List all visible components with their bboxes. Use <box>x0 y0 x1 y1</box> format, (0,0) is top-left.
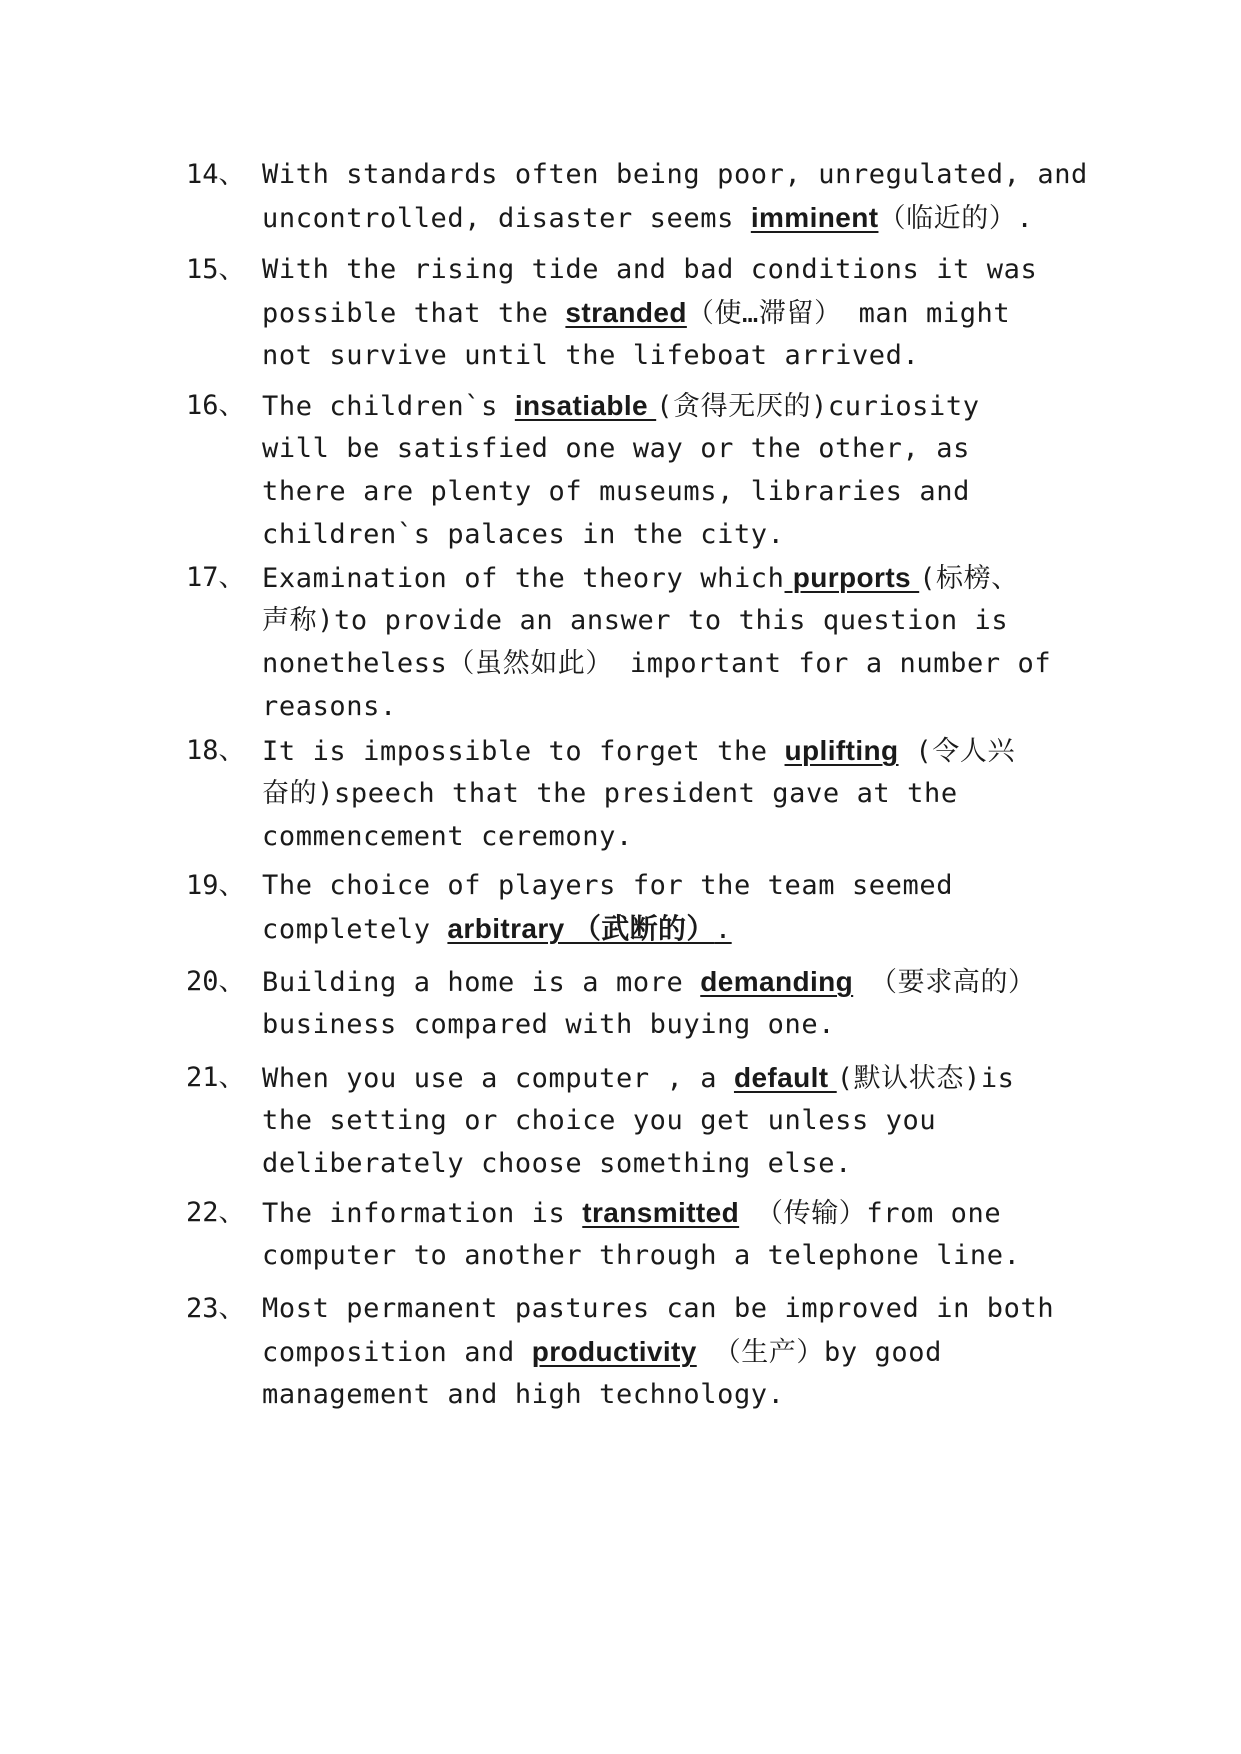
keyword-demanding: demanding <box>700 966 854 997</box>
text-line: possible that the stranded（使…滞留） man might <box>262 297 1011 329</box>
text-line: commencement ceremony. <box>262 821 633 852</box>
sentence-text <box>262 153 1162 239</box>
keyword-default: default <box>733 1062 837 1093</box>
keyword-stranded: stranded <box>565 297 687 328</box>
keyword-purports: purports <box>784 562 920 593</box>
item-number: 14、 <box>186 159 246 190</box>
text-line: 声称)to provide an answer to this question is <box>262 605 1009 636</box>
item-number: 15、 <box>186 254 246 285</box>
text-line: children`s palaces in the city. <box>262 519 785 550</box>
text-line: nonetheless（虽然如此） important for a number of <box>262 648 1052 679</box>
text-line: reasons. <box>262 691 397 722</box>
text-line: It is impossible to forget the uplifting (令人兴 <box>262 735 1016 767</box>
sentence-text <box>262 1287 1162 1416</box>
text-line: With standards often being poor, unregulated, and <box>262 159 1088 190</box>
text-line: uncontrolled, disaster seems imminent（临近的）. <box>262 202 1034 234</box>
text-line: computer to another through a telephone line. <box>262 1240 1021 1271</box>
sentence-text <box>262 556 1162 728</box>
keyword-imminent: imminent <box>750 202 879 233</box>
keyword-productivity: productivity <box>531 1336 697 1367</box>
item-number: 23、 <box>186 1293 246 1324</box>
text-line: The children`s insatiable (贪得无厌的)curiosity <box>262 390 980 422</box>
item-number: 16、 <box>186 390 246 421</box>
text-line: not survive until the lifeboat arrived. <box>262 340 920 371</box>
text-line: Examination of the theory which purports (标榜、 <box>262 562 1019 594</box>
item-number: 22、 <box>186 1197 246 1228</box>
text-line: will be satisfied one way or the other, as <box>262 433 970 464</box>
text-line: completely arbitrary （武断的）. <box>262 913 732 945</box>
text-line: composition and productivity （生产）by good <box>262 1336 942 1368</box>
sentence-text <box>262 960 1162 1046</box>
item-number: 20、 <box>186 966 246 997</box>
item-number: 19、 <box>186 870 246 901</box>
sentence-text <box>262 1056 1162 1185</box>
text-line: there are plenty of museums, libraries and <box>262 476 970 507</box>
text-line: The choice of players for the team seemed <box>262 870 954 901</box>
keyword-transmitted: transmitted <box>582 1197 740 1228</box>
text-line: Most permanent pastures can be improved in both <box>262 1293 1055 1324</box>
sentence-text <box>262 1191 1162 1277</box>
text-line: business compared with buying one. <box>262 1009 836 1040</box>
text-line: deliberately choose something else. <box>262 1148 852 1179</box>
text-line: Building a home is a more demanding （要求高的） <box>262 966 1036 998</box>
text-line: The information is transmitted （传输）from one <box>262 1197 1002 1229</box>
text-line: With the rising tide and bad conditions it was <box>262 254 1038 285</box>
sentence-text <box>262 248 1162 377</box>
keyword-arbitrary: arbitrary （武断的） <box>447 913 715 944</box>
sentence-text <box>262 729 1162 858</box>
text-line: 奋的)speech that the president gave at the <box>262 778 958 809</box>
sentence-text <box>262 864 1162 950</box>
text-line: the setting or choice you get unless you <box>262 1105 937 1136</box>
item-number: 17、 <box>186 562 246 593</box>
item-number: 21、 <box>186 1062 246 1093</box>
keyword-insatiable: insatiable <box>514 390 657 421</box>
text-line: When you use a computer , a default (默认状态)is <box>262 1062 1015 1094</box>
sentence-text <box>262 384 1162 556</box>
text-line: management and high technology. <box>262 1379 785 1410</box>
item-number: 18、 <box>186 735 246 766</box>
keyword-uplifting: uplifting <box>784 735 899 766</box>
